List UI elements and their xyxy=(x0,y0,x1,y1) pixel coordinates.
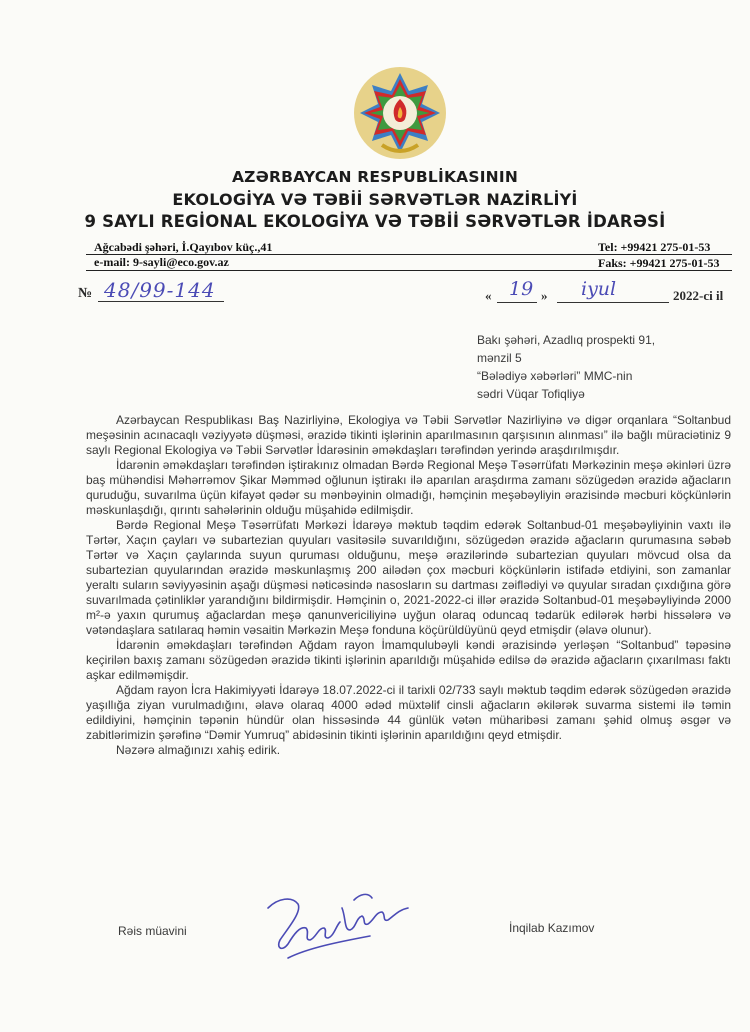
header-divider-bottom xyxy=(86,270,732,271)
recipient-apartment: mənzil 5 xyxy=(477,351,522,365)
recipient-organization: “Bələdiyə xəbərləri” MMC-nin xyxy=(477,369,633,383)
date-month: iyul xyxy=(581,278,617,300)
header-email: e-mail: 9-sayli@eco.gov.az xyxy=(94,255,229,269)
signer-position: Rəis müavini xyxy=(118,924,187,938)
body-paragraph: Azərbaycan Respublikası Baş Nazirliyinə, Ekologiya və Təbii Sərvətlər Nazirliyinə və digər orqanlara “Soltanbud meşəsinin acınacaqlı vəziyyətə düşməsi, ərazidə tikinti işlərinin aparılmasının qarşısının alınması” ilə bağlı müraciətiniz 9 saylı Regional Ekologiya və Təbii Sərvətlər İdarəsinin əməkdaşları tərəfindən yerində araşdırılmışdır. xyxy=(86,413,731,457)
recipient-block xyxy=(477,331,737,403)
recipient-person: sədri Vüqar Tofiqliyə xyxy=(477,387,585,401)
header-ministry: EKOLOGİYA VƏ TƏBİİ SƏRVƏTLƏR NAZİRLİYİ xyxy=(172,190,578,209)
date-close-quote: » xyxy=(541,288,548,303)
body-paragraph: İdarənin əməkdaşları tərəfindən Ağdam rayon İmamqulubəyli kəndi ərazisində yerləşən “Soltanbud” təpəsinə keçirilən baxış zamanı sözügedən ərazidə tikinti işlərinin aparıldığı müşahidə edilsə də ərazidə ağacların çıxarılması faktı aşkar edilməmişdir. xyxy=(86,638,731,682)
registration-number-value: 48/99-144 xyxy=(104,278,216,302)
body-paragraph: Ağdam rayon İcra Hakimiyyəti İdarəyə 18.07.2022-ci il tarixli 02/733 saylı məktub təqdim edərək sözügedən ərazidə yaşıllığa ziyan vurulmadığını, əlavə olaraq 4000 ədəd müxtəlif cinsli ağacların əkilərək suvarma sistemi ilə təmin edildiyini, həmçinin təpənin hündür olan hissəsində 44 günlük vətən müharibəsi zamanı şəhid olmuş əsgər və zabitlərimizin şərəfinə “Dəmir Yumruq” abidəsinin tikinti işlərinin aparıldığını qeyd etmişdir. xyxy=(86,683,731,742)
body-paragraph: İdarənin əməkdaşları tərəfindən iştirakınız olmadan Bərdə Regional Meşə Təsərrüfatı Mərkəzinin meşə əkinləri üzrə baş mühəndisi Məhərrəmov Şikar Məmməd oğlunun iştirakı ilə aparılan araşdırma zamanı sözügedən ərazidə ağacların quruduğu, suvarılma üçün kifayət qədər su mənbəyinin olmadığı, həmçinin meşəbəyliyin ərazisində məcburi köçkünlərin məskunlaşdığı, qırıntı sahələrinin olduğu müşahidə edilmişdir. xyxy=(86,458,731,517)
header-divider-top xyxy=(86,254,732,255)
letter-date xyxy=(485,280,735,304)
header-phone: Tel: +99421 275-01-53 xyxy=(598,240,711,254)
body-paragraph: Nəzərə almağınızı xahiş edirik. xyxy=(116,743,281,757)
recipient-address: Bakı şəhəri, Azadlıq prospekti 91, xyxy=(477,333,656,347)
header-fax: Faks: +99421 275-01-53 xyxy=(598,256,720,270)
handwritten-signature-icon xyxy=(258,878,418,964)
date-day-underline xyxy=(497,302,537,303)
header-department: 9 SAYLI REGİONAL EKOLOGİYA VƏ TƏBİİ SƏRVƏTLƏR İDARƏSİ xyxy=(84,212,666,231)
number-sign: № xyxy=(78,286,93,301)
signer-name: İnqilab Kazımov xyxy=(509,921,595,935)
header-address: Ağcabədi şəhəri, İ.Qayıbov küç.,41 xyxy=(94,240,273,254)
letter-body xyxy=(86,413,731,758)
date-month-underline xyxy=(557,302,669,303)
date-open-quote: « xyxy=(485,288,492,303)
registration-underline xyxy=(98,301,224,302)
state-emblem-icon xyxy=(352,65,448,161)
body-paragraph: Bərdə Regional Meşə Təsərrüfatı Mərkəzi İdarəyə məktub təqdim edərək Soltanbud-01 meşəbəyliyinin vaxtı ilə Tərtər, Xaçın çayları və subartezian quyuları vasitəsilə suvarıldığını, sözügedən ərazidə ağacların qurumasına səbəb Tərtər və Xaçın çaylarında suyun quruması olduğunu, meşə ərazilərində subartezian quyuları mövcud olsa da subartezian quyularından ərazidə məskunlaşmış 200 ailədən çox məcburi köçkünlərin istifadə etdiyini, son zamanlar yeraltı suların səviyyəsinin aşağı düşməsi nəticəsində nasosların su dartması zəiflədiyi və quyular sıradan çıxdığına görə suvarılmada çətinliklər yarandığını bildirmişdir. Həmçinin o, 2021-2022-ci illər ərazidə Soltanbud-01 meşəbəyliyində 2000 m²-ə yaxın qurumuş ağaclardan meşə qanunvericiliyinə uyğun olaraq oduncaq tədarük edilərək hərbi hissələrə və vətəndaşlara satılaraq həmin vəsaitin Mərkəzin Meşə fonduna köçürüldüyünü qeyd etmişdir (əlavə olunur). xyxy=(86,518,731,637)
header-country: AZƏRBAYCAN RESPUBLİKASININ xyxy=(231,168,518,186)
date-year: 2022-ci il xyxy=(673,288,724,303)
registration-number xyxy=(78,280,238,304)
date-day: 19 xyxy=(509,278,534,300)
